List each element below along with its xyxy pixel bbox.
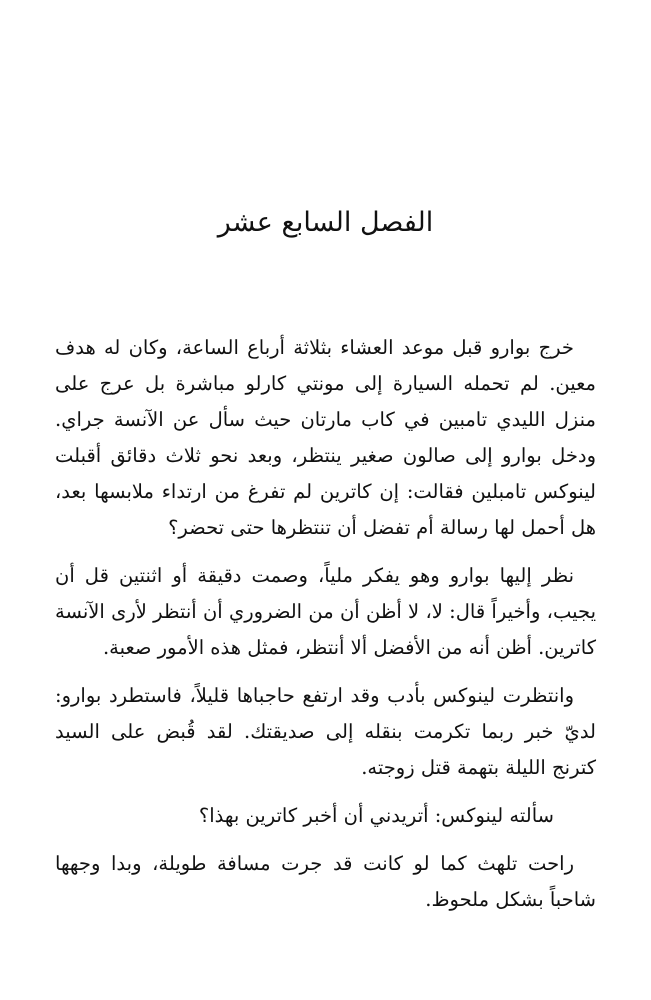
paragraph: وانتظرت لينوكس بأدب وقد ارتفع حاجباها قليلاً، فاستطرد بوارو: لديّ خبر ربما تكرمت بنقله إلى صديقتك. لقد قُبض على السيد كترنج الليلة بتهمة قتل زوجته. bbox=[55, 684, 596, 779]
paragraph: خرج بوارو قبل موعد العشاء بثلاثة أرباع الساعة، وكان له هدف معين. لم تحمله السيارة إلى مونتي كارلو مباشرة بل عرج على منزل الليدي تامبين في كاب مارتان حيث سأل عن الآنسة جراي. ودخل بوارو إلى صالون صغير ينتظر، وبعد نحو ثلاث دقائق أقبلت لينوكس تامبلين فقالت: إن كاترين لم تفرغ من ارتداء ملابسها بعد، هل أحمل لها رسالة أم تفضل أن تنتظرها حتى تحضر؟ bbox=[55, 336, 596, 539]
chapter-body bbox=[55, 330, 596, 930]
paragraph: سألته لينوكس: أتريدني أن أخبر كاترين بهذا؟ bbox=[198, 804, 554, 827]
chapter-title: الفصل السابع عشر bbox=[217, 207, 434, 238]
paragraph: نظر إليها بوارو وهو يفكر ملياً، وصمت دقيقة أو اثنتين قل أن يجيب، وأخيراً قال: لا، لا أظن أن من الضروري أن أنتظر لأرى الآنسة كاترين. أظن أنه من الأفضل ألا أنتظر، فمثل هذه الأمور صعبة. bbox=[55, 564, 596, 659]
paragraph: راحت تلهث كما لو كانت قد جرت مسافة طويلة، وبدا وجهها شاحباً بشكل ملحوظ. bbox=[55, 852, 596, 911]
